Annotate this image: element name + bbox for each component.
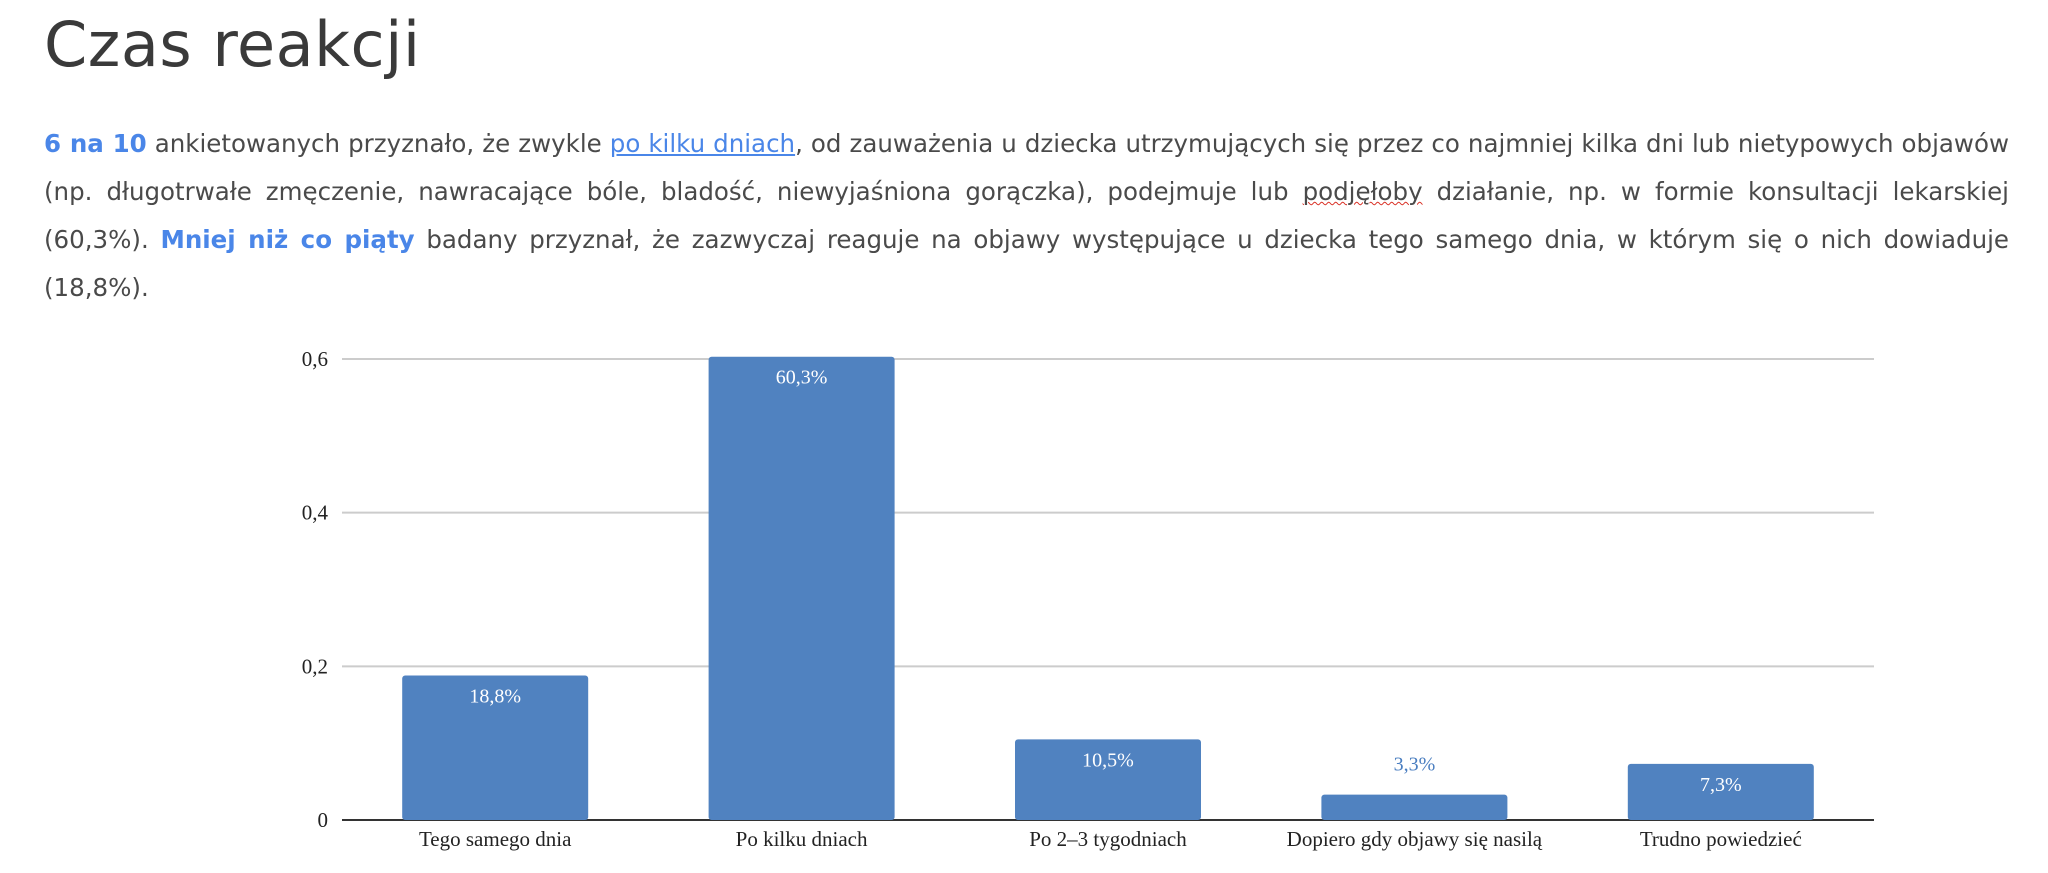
link-after-few-days[interactable]: po kilku dniach — [609, 129, 796, 158]
highlight-less-than-fifth: Mniej niż co piąty — [160, 225, 415, 254]
intro-text-2: , od zauważenia u dziecka utrzymujących się przez co najmniej kilka dni lub nietypowych objawów (np. długotrwałe zmęczenie, nawracające bóle, bladość, niewyjaśniona gorączka), podejmuje lub — [44, 129, 2009, 206]
data-label: 10,5% — [1082, 749, 1134, 772]
intro-text-4: badany przyznał, że zazwyczaj reaguje na objawy występujące u dziecka tego samego dnia, w którym się o nich dowiaduje (18,8%). — [44, 225, 2009, 302]
intro-text-3: działanie, np. w formie konsultacji lekarskiej (60,3%). — [44, 177, 2009, 254]
x-category-label: Tego samego dnia — [418, 827, 572, 851]
data-label: 7,3% — [1699, 773, 1742, 796]
y-tick-label: 0,4 — [301, 500, 328, 525]
highlight-six-in-ten: 6 na 10 — [44, 129, 147, 158]
bar — [1321, 795, 1507, 820]
data-label: 18,8% — [469, 685, 522, 708]
intro-text-1: ankietowanych przyznało, że zwykle — [146, 129, 610, 158]
x-category-label: Trudno powiedzieć — [1639, 827, 1802, 851]
data-label: 60,3% — [775, 366, 828, 389]
x-category-label: Dopiero gdy objawy się nasilą — [1286, 827, 1543, 851]
page-title: Czas reakcji — [44, 8, 421, 81]
data-label: 3,3% — [1393, 753, 1436, 776]
y-tick-label: 0,6 — [301, 347, 328, 371]
y-tick-label: 0 — [317, 808, 328, 832]
x-category-label: Po 2–3 tygodniach — [1029, 827, 1187, 851]
bar — [709, 357, 895, 820]
y-tick-label: 0,2 — [301, 654, 328, 679]
x-category-label: Po kilku dniach — [735, 827, 868, 851]
misspelled-word: podjęłoby — [1302, 177, 1423, 206]
